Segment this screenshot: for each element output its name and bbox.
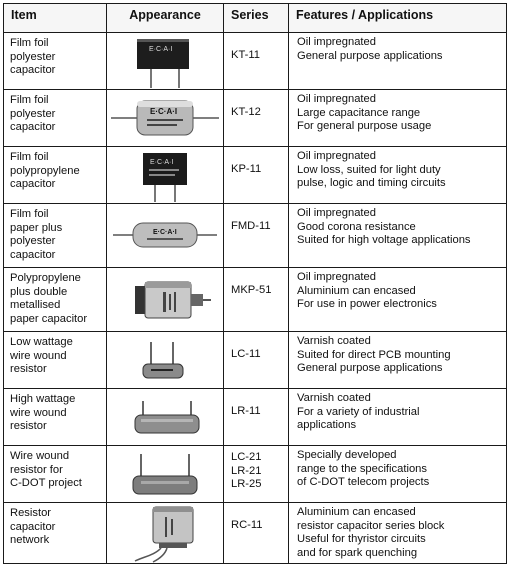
marking-text: E·C·A·I <box>153 229 177 236</box>
table-row <box>4 268 507 332</box>
feature-line: For a variety of industrial <box>297 405 420 418</box>
features-cell <box>289 147 507 204</box>
table-row <box>4 503 507 564</box>
series-line: KT-11 <box>231 49 261 61</box>
feature-line: Oil impregnated <box>297 207 376 219</box>
item-cell <box>4 147 107 204</box>
appearance-cell <box>107 503 224 564</box>
series-line: LC-21 <box>231 451 262 463</box>
axial-film-capacitor-icon <box>107 90 224 146</box>
product-table <box>3 3 507 564</box>
series-line: LC-11 <box>231 348 261 360</box>
item-cell <box>4 446 107 503</box>
item-line: polypropylene <box>10 164 80 177</box>
feature-line: General purpose applications <box>297 49 443 62</box>
appearance-cell <box>107 90 224 147</box>
features-cell <box>289 503 507 564</box>
item-cell <box>4 268 107 332</box>
feature-line: Aluminium can encased <box>297 506 416 518</box>
appearance-cell <box>107 33 224 90</box>
feature-line: resistor capacitor series block <box>297 519 445 532</box>
header-series: Series <box>224 4 289 33</box>
feature-line: For general purpose usage <box>297 120 432 133</box>
appearance-cell <box>107 446 224 503</box>
appearance-cell <box>107 268 224 332</box>
feature-line: and for spark quenching <box>297 546 418 559</box>
features-cell <box>289 389 507 446</box>
series-line: RC-11 <box>231 519 263 531</box>
item-line: metallised <box>10 299 61 312</box>
series-cell <box>224 33 289 90</box>
item-line: High wattage <box>10 393 76 405</box>
item-line: paper plus <box>10 221 63 234</box>
table-row <box>4 332 507 389</box>
item-line: capacitor <box>10 178 56 191</box>
feature-line: Aluminium can encased <box>297 284 416 297</box>
feature-line: Suited for direct PCB mounting <box>297 348 451 361</box>
item-line: paper capacitor <box>10 312 88 325</box>
features-cell <box>289 268 507 332</box>
series-cell <box>224 90 289 147</box>
series-cell <box>224 446 289 503</box>
header-appearance: Appearance <box>107 4 224 33</box>
series-line: LR-21 <box>231 464 262 477</box>
appearance-cell <box>107 332 224 389</box>
item-line: capacitor <box>10 520 56 533</box>
item-line: capacitor <box>10 64 56 77</box>
cdot-resistor-icon <box>107 446 224 502</box>
table-row <box>4 33 507 90</box>
series-line: KT-12 <box>231 106 261 118</box>
header-row <box>4 4 507 33</box>
features-cell <box>289 332 507 389</box>
item-line: Low wattage <box>10 336 73 348</box>
item-line: polyester <box>10 235 56 248</box>
item-cell <box>4 33 107 90</box>
series-line: LR-11 <box>231 405 261 417</box>
feature-line: Large capacitance range <box>297 106 421 119</box>
table-row <box>4 446 507 503</box>
item-line: capacitor <box>10 121 56 134</box>
features-cell <box>289 90 507 147</box>
rc-network-can-icon <box>107 503 224 563</box>
feature-line: Good corona resistance <box>297 220 416 233</box>
item-line: wire wound <box>10 349 67 362</box>
item-line: C-DOT project <box>10 477 82 490</box>
series-line: LR-25 <box>231 478 262 491</box>
feature-line: Oil impregnated <box>297 150 376 162</box>
features-cell <box>289 446 507 503</box>
item-line: Polypropylene <box>10 272 81 284</box>
item-line: Film foil <box>10 208 49 220</box>
feature-line: Suited for high voltage applications <box>297 234 471 247</box>
feature-line: pulse, logic and timing circuits <box>297 177 446 190</box>
item-cell <box>4 90 107 147</box>
item-line: polyester <box>10 107 56 120</box>
feature-line: Oil impregnated <box>297 271 376 283</box>
feature-line: Varnish coated <box>297 392 371 404</box>
table-row <box>4 204 507 268</box>
item-line: capacitor <box>10 248 56 261</box>
item-line: Resistor <box>10 507 52 519</box>
item-cell <box>4 503 107 564</box>
feature-line: of C-DOT telecom projects <box>297 476 430 489</box>
boxed-film-capacitor-icon <box>107 33 224 89</box>
feature-line: Oil impregnated <box>297 93 376 105</box>
marking-text: E·C·A·I <box>149 46 173 53</box>
table-row <box>4 147 507 204</box>
low-wattage-resistor-icon <box>107 332 224 388</box>
series-cell <box>224 332 289 389</box>
item-cell <box>4 389 107 446</box>
item-line: resistor <box>10 420 47 433</box>
feature-line: Specially developed <box>297 449 397 461</box>
series-line: FMD-11 <box>231 220 271 232</box>
marking-text: E·C·A·I <box>150 159 174 166</box>
feature-line: Oil impregnated <box>297 36 376 48</box>
appearance-cell <box>107 147 224 204</box>
high-wattage-resistor-icon <box>107 389 224 445</box>
item-line: plus double <box>10 285 68 298</box>
appearance-cell <box>107 389 224 446</box>
item-line: network <box>10 534 50 547</box>
feature-line: Low loss, suited for light duty <box>297 163 441 176</box>
boxed-polypropylene-capacitor-icon <box>107 147 224 203</box>
table-row <box>4 389 507 446</box>
marking-text: E·C·A·I <box>150 107 178 116</box>
item-cell <box>4 204 107 268</box>
item-line: resistor <box>10 363 47 376</box>
feature-line: Varnish coated <box>297 335 371 347</box>
item-cell <box>4 332 107 389</box>
item-line: Film foil <box>10 37 49 49</box>
item-line: wire wound <box>10 406 67 419</box>
axial-paper-capacitor-icon <box>107 204 224 264</box>
series-line: MKP-51 <box>231 284 272 296</box>
series-cell <box>224 147 289 204</box>
features-cell <box>289 33 507 90</box>
series-cell <box>224 389 289 446</box>
item-line: Film foil <box>10 94 49 106</box>
series-cell <box>224 503 289 564</box>
feature-line: Useful for thyristor circuits <box>297 533 426 546</box>
feature-line: range to the specifications <box>297 462 427 475</box>
table-row <box>4 90 507 147</box>
feature-line: applications <box>297 419 357 432</box>
feature-line: General purpose applications <box>297 362 443 375</box>
features-cell <box>289 204 507 268</box>
appearance-cell <box>107 204 224 268</box>
item-line: polyester <box>10 50 56 63</box>
item-line: Film foil <box>10 151 49 163</box>
header-features: Features / Applications <box>289 4 507 33</box>
header-item: Item <box>4 4 107 33</box>
item-line: Wire wound <box>10 450 70 462</box>
can-capacitor-icon <box>107 268 224 328</box>
item-line: resistor for <box>10 463 63 476</box>
series-cell <box>224 204 289 268</box>
series-line: KP-11 <box>231 163 262 175</box>
series-cell <box>224 268 289 332</box>
feature-line: For use in power electronics <box>297 298 437 311</box>
